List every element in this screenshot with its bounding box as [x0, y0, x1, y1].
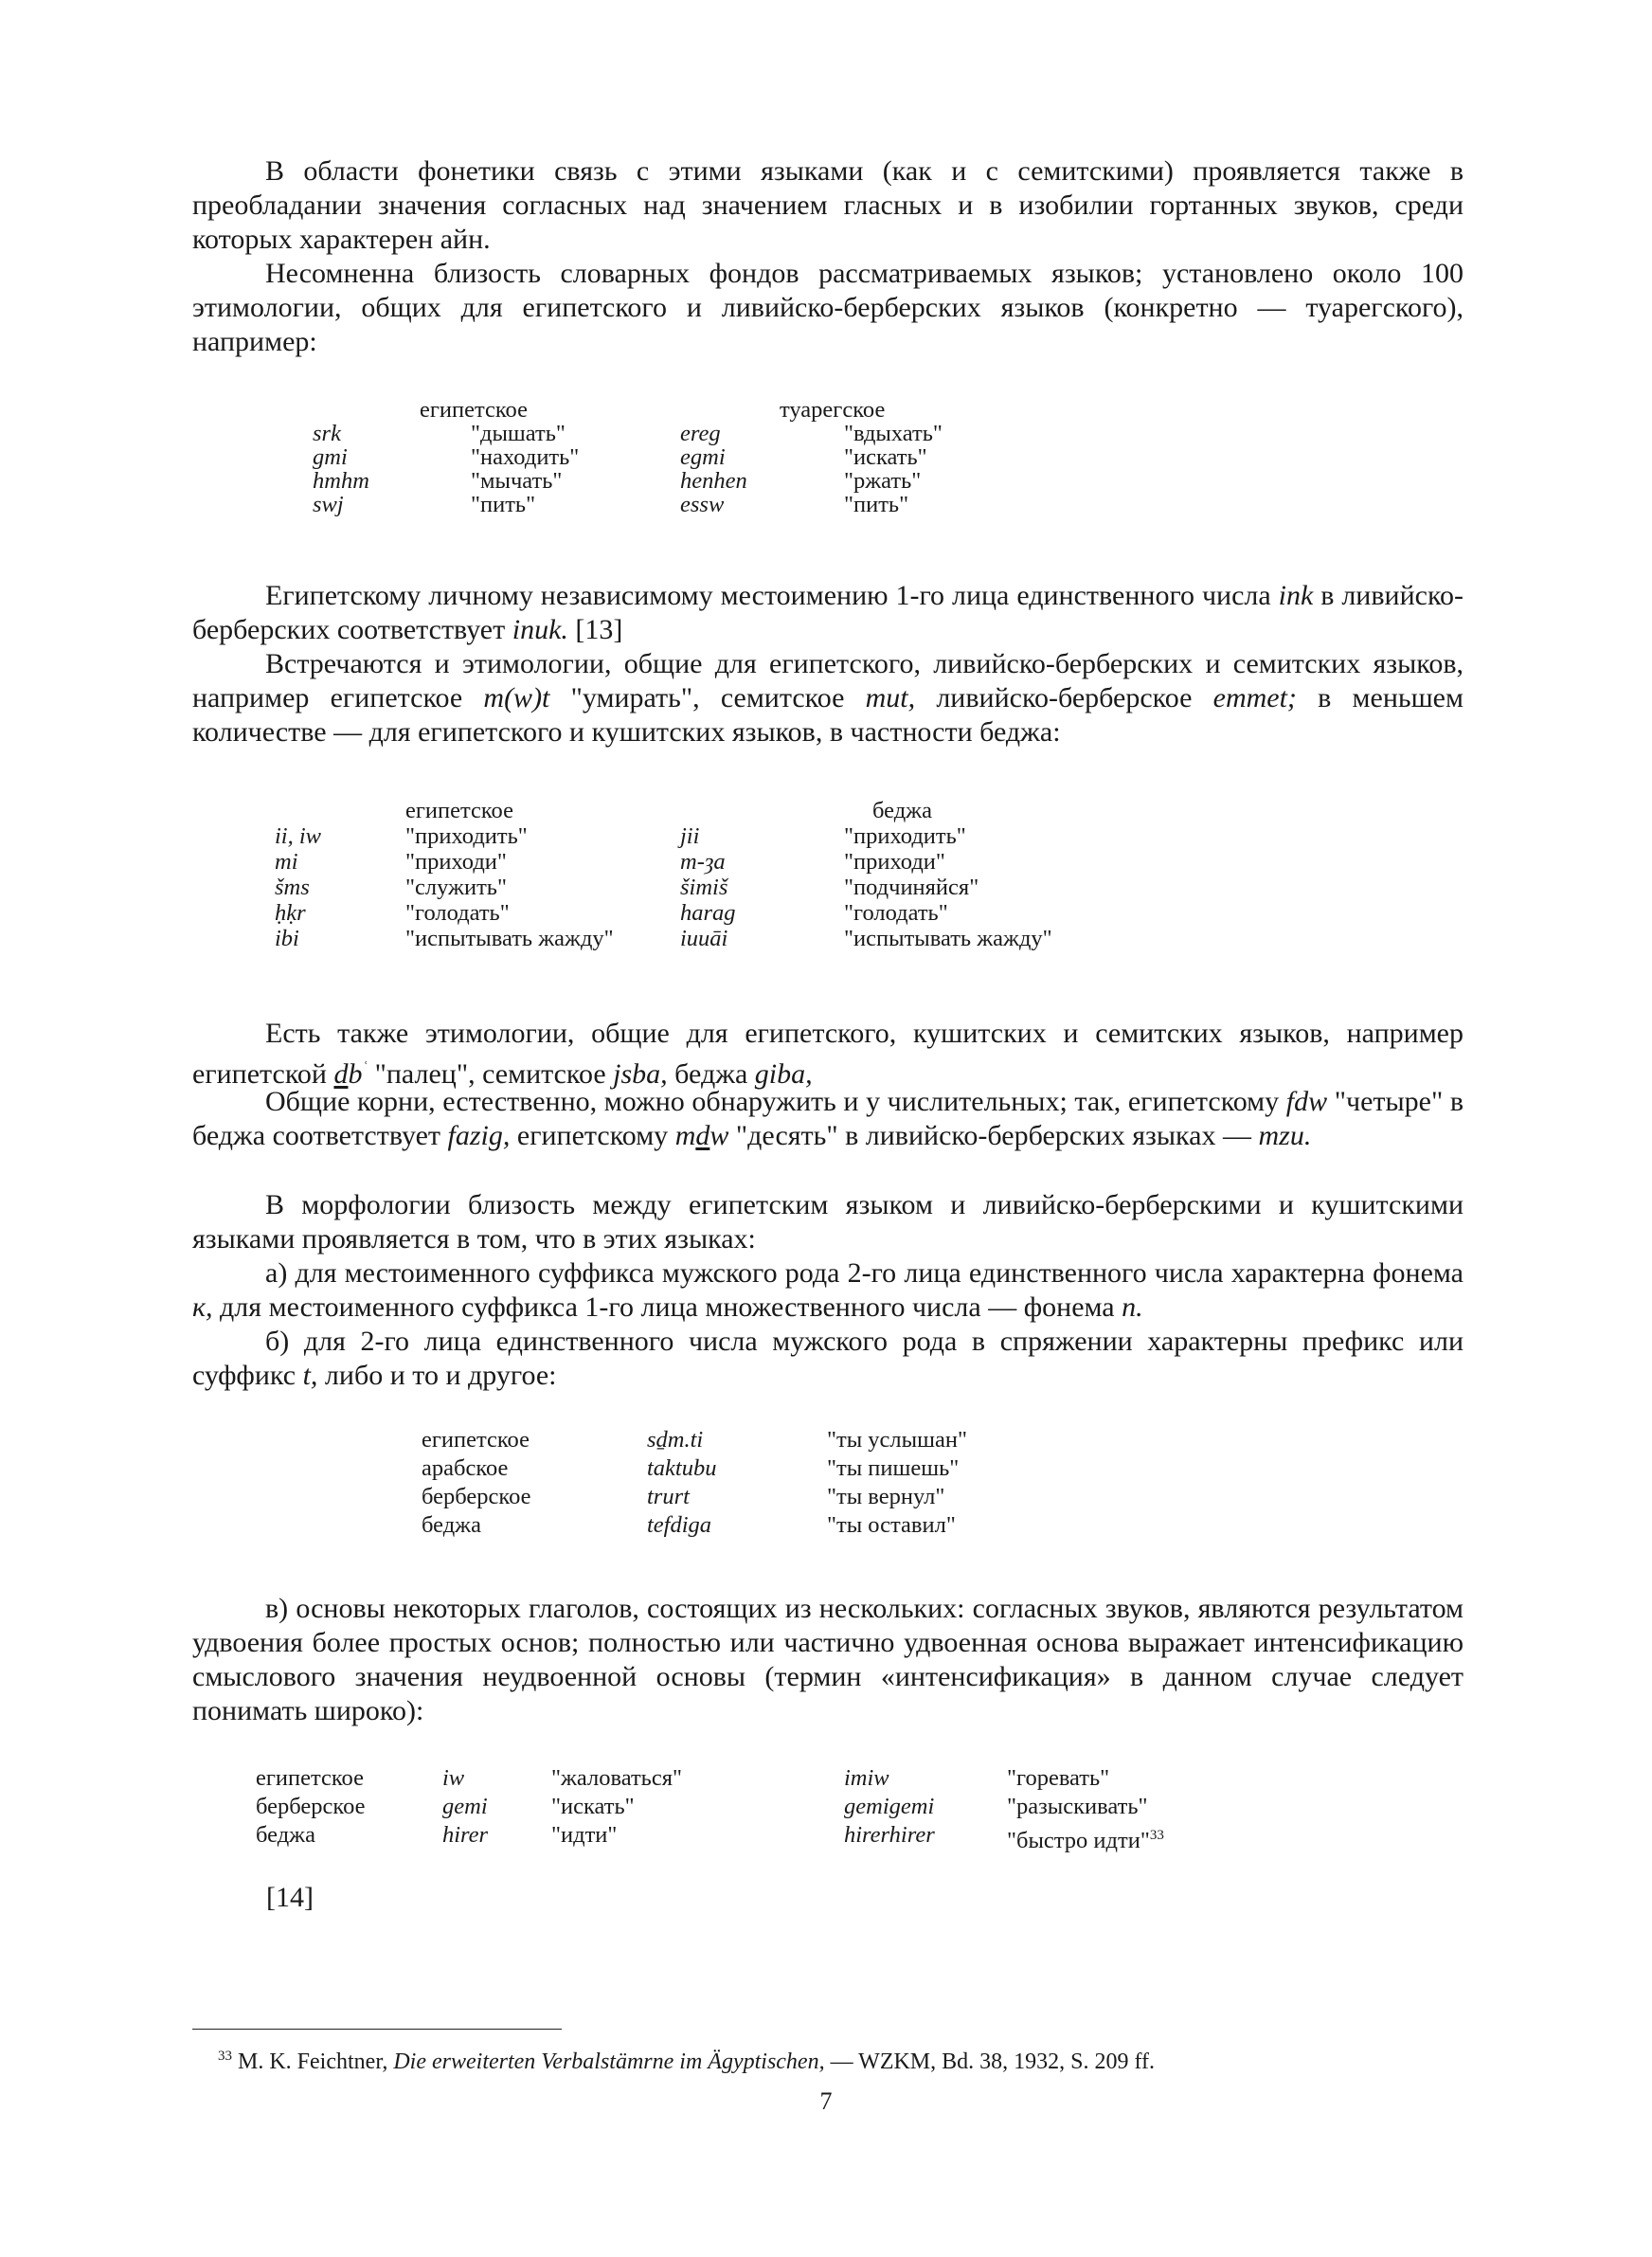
- gloss: "искать": [844, 444, 927, 470]
- paragraph-pronoun: Египетскому личному независимому местоимению 1-го лица единственного числа ink в ливийско-берберских соответствует inuk. [13]: [192, 580, 1463, 645]
- gloss: "ты пишешь": [827, 1455, 960, 1481]
- gloss: "ржать": [844, 468, 922, 494]
- term: $db^ʿ$: [333, 1058, 368, 1090]
- language: арабское: [422, 1455, 509, 1481]
- term: mzu.: [1258, 1120, 1312, 1151]
- footnote-number: 33: [218, 2049, 232, 2064]
- language: беджа: [256, 1822, 315, 1848]
- gloss: "находить": [471, 444, 580, 470]
- egyptian-word: srk: [313, 421, 341, 446]
- egyptian-word: hmhm: [313, 468, 369, 494]
- term: fazig,: [447, 1120, 511, 1151]
- term: fdw: [1285, 1086, 1328, 1117]
- table-header: беджа: [872, 798, 932, 823]
- gloss: "идти": [551, 1822, 618, 1848]
- gloss: "служить": [405, 875, 507, 900]
- egyptian-word: ḥḳr: [275, 900, 306, 926]
- form: sḏm.ti: [647, 1427, 704, 1453]
- tuareg-word: ereg: [680, 421, 721, 446]
- bedja-word: jii: [680, 823, 700, 849]
- gloss: "пить": [844, 492, 909, 517]
- reduplicated-form: imiw: [844, 1765, 889, 1791]
- paragraph-shared-etymologies: Встречаются и этимологии, общие для египетского, ливийско-берберских и семитских языков, например египетское m(w)t "умирать", семитское mut, ливийско-берберское emmet; в меньшем количестве — для египетского и кушитских языков, в частности беджа:: [192, 648, 1463, 748]
- gloss: "приходить": [844, 823, 966, 849]
- term: к,: [192, 1291, 213, 1323]
- gloss: "пить": [471, 492, 536, 517]
- gloss: "подчиняйся": [844, 875, 979, 900]
- bedja-word: harag: [680, 900, 736, 926]
- term: giba,: [754, 1058, 813, 1090]
- language: берберское: [256, 1794, 366, 1819]
- gloss: "приходи": [844, 849, 945, 875]
- form: trurt: [647, 1484, 690, 1509]
- gloss: "мычать": [471, 468, 563, 494]
- gloss: "искать": [551, 1794, 635, 1819]
- table-header: туарегское: [780, 397, 886, 423]
- citation: [14]: [266, 1882, 314, 1913]
- gloss: "разыскивать": [1007, 1794, 1148, 1819]
- language: беджа: [422, 1512, 481, 1538]
- tuareg-word: henhen: [680, 468, 747, 494]
- term: mdw: [674, 1120, 729, 1151]
- egyptian-word: ibi: [275, 926, 299, 951]
- gloss: "испытывать жажду": [405, 926, 614, 951]
- language: египетское: [422, 1427, 530, 1453]
- gloss: "голодать": [844, 900, 948, 926]
- base-form: hirer: [442, 1822, 489, 1848]
- footnote: [218, 2043, 1155, 2075]
- table-header: египетское: [420, 397, 528, 423]
- footnote-title: Die erweiterten Verbalstämrne im Ägyptischen,: [393, 2049, 825, 2074]
- egyptian-word: gmi: [313, 444, 348, 470]
- paragraph-point-v: в) основы некоторых глаголов, состоящих из нескольких: согласных звуков, являются результатом удвоения более простых основ; полностью или частично удвоенная основа выражает интенсификацию смыслового значения неудвоенной основы (термин «интенсификация» в данном случае следует понимать широко):: [192, 1593, 1463, 1726]
- footnote-author: M. K. Feichtner,: [238, 2049, 394, 2074]
- gloss: "голодать": [405, 900, 510, 926]
- term: mut,: [865, 682, 916, 713]
- gloss: "вдыхать": [844, 421, 943, 446]
- gloss: "приходить": [405, 823, 528, 849]
- paragraph-point-b: б) для 2-го лица единственного числа мужского рода в спряжении характерны префикс или суффикс t, либо и то и другое:: [192, 1326, 1463, 1391]
- bedja-word: iuuāi: [680, 926, 728, 951]
- reduplicated-form: gemigemi: [844, 1794, 935, 1819]
- paragraph-cushitic-semitic: Есть также этимологии, общие для египетского, кушитских и семитских языков, например египетской $db^ʿ$ "палец", семитское jsba, беджа giba,: [192, 1018, 1463, 1090]
- reduplicated-form: hirerhirer: [844, 1822, 935, 1848]
- gloss-with-footnote: "быстро идти"$^{33}$: [1007, 1828, 1164, 1853]
- paragraph-numerals: Общие корни, естественно, можно обнаружить и у числительных; так, египетскому fdw "четыре" в беджа соответствует fazig, египетскому mdw "десять" в ливийско-берберских языках — mzu.: [192, 1086, 1463, 1151]
- footnote-source: — WZKM, Bd. 38, 1932, S. 209 ff.: [824, 2049, 1156, 2074]
- gloss: "испытывать жажду": [844, 926, 1052, 951]
- paragraph-vocabulary: Несомненна близость словарных фондов рассматриваемых языков; установлено около 100 этимологии, общих для египетского и ливийско-берберских языков (конкретно — туарегского), например:: [192, 258, 1463, 357]
- form: tefdiga: [647, 1512, 712, 1538]
- bedja-word: šimiš: [680, 875, 728, 900]
- base-form: gemi: [442, 1794, 488, 1819]
- tuareg-word: egmi: [680, 444, 726, 470]
- form: taktubu: [647, 1455, 717, 1481]
- egyptian-word: ii, iw: [275, 823, 322, 849]
- paragraph-morphology: В морфологии близость между египетским языком и ливийско-берберскими и кушитскими языками проявляется в том, что в этих языках:: [192, 1189, 1463, 1255]
- footnote-separator: [192, 2029, 562, 2030]
- gloss: "дышать": [471, 421, 566, 446]
- base-form: iw: [442, 1765, 465, 1791]
- tuareg-word: essw: [680, 492, 725, 517]
- gloss: "горевать": [1007, 1765, 1110, 1791]
- gloss: "жаловаться": [551, 1765, 683, 1791]
- gloss: "приходи": [405, 849, 507, 875]
- gloss: "ты оставил": [827, 1512, 956, 1538]
- language: египетское: [256, 1765, 364, 1791]
- paragraph-point-a: а) для местоименного суффикса мужского рода 2-го лица единственного числа характерна фонема к, для местоименного суффикса 1-го лица множественного числа — фонема n.: [192, 1257, 1463, 1323]
- term: jsba,: [613, 1058, 668, 1090]
- bedja-word: m-ȝa: [680, 849, 726, 875]
- footnote-reference[interactable]: 33: [1149, 1828, 1164, 1843]
- citation: [13]: [567, 614, 623, 645]
- term: t,: [302, 1360, 318, 1391]
- table-header: египетское: [405, 798, 513, 823]
- term: inuk.: [512, 614, 568, 645]
- paragraph-phonetics: В области фонетики связь с этими языками (как и с семитскими) проявляется также в преобладании значения согласных над значением гласных и в изобилии гортанных звуков, среди которых характерен айн.: [192, 155, 1463, 255]
- egyptian-word: swj: [313, 492, 344, 517]
- egyptian-word: šms: [275, 875, 310, 900]
- egyptian-word: mi: [275, 849, 298, 875]
- term: emmet;: [1212, 682, 1297, 713]
- language: берберское: [422, 1484, 531, 1509]
- term: ink: [1278, 580, 1314, 611]
- page-number: 7: [819, 2087, 833, 2115]
- term: m(w)t: [483, 682, 550, 713]
- gloss: "ты вернул": [827, 1484, 945, 1509]
- gloss: "ты услышан": [827, 1427, 967, 1453]
- term: n.: [1122, 1291, 1143, 1323]
